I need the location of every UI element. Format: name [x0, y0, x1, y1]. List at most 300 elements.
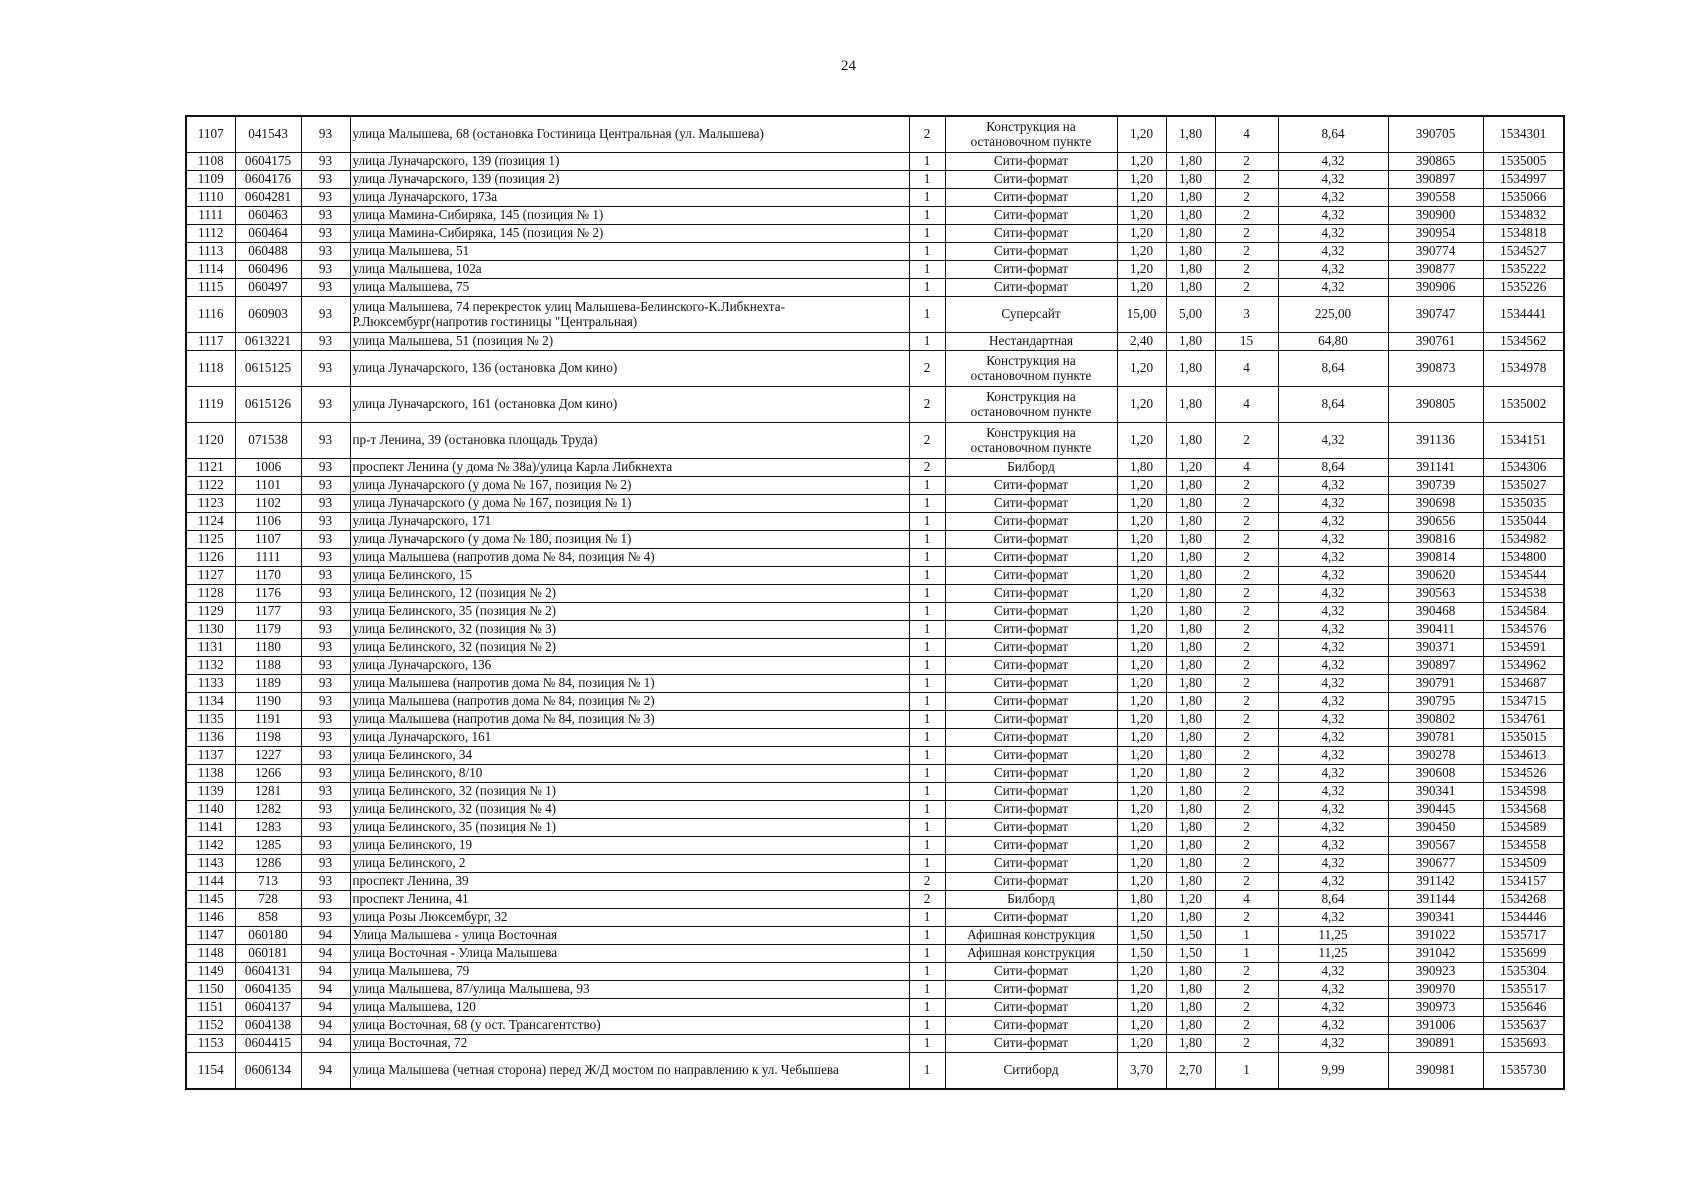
- table-row: [186, 657, 1564, 675]
- cell-coord-y: 1534997: [1483, 171, 1564, 189]
- cell-construction-code: 060464: [235, 225, 301, 243]
- cell-surfaces-count: 1: [1215, 1053, 1278, 1090]
- cell-sides-count: 2: [909, 873, 945, 891]
- cell-row-number: 1119: [186, 387, 235, 423]
- cell-height-value: 1,20: [1166, 459, 1215, 477]
- cell-height-value: 1,80: [1166, 513, 1215, 531]
- cell-coord-y: 1535693: [1483, 1035, 1564, 1053]
- table-row: [186, 909, 1564, 927]
- cell-width-value: 1,20: [1117, 116, 1166, 153]
- cell-area-value: 4,32: [1278, 855, 1388, 873]
- cell-coord-y: 1534715: [1483, 693, 1564, 711]
- cell-construction-code: 1191: [235, 711, 301, 729]
- cell-address: улица Малышева (четная сторона) перед Ж/Д мостом по направлению к ул. Чебышева: [350, 1053, 909, 1090]
- cell-row-number: 1112: [186, 225, 235, 243]
- cell-area-value: 4,32: [1278, 981, 1388, 999]
- cell-surfaces-count: 2: [1215, 279, 1278, 297]
- cell-area-value: 4,32: [1278, 819, 1388, 837]
- cell-district-code: 93: [301, 261, 350, 279]
- cell-district-code: 94: [301, 927, 350, 945]
- cell-construction-type: Сити-формат: [945, 909, 1117, 927]
- cell-height-value: 1,80: [1166, 693, 1215, 711]
- cell-sides-count: 1: [909, 279, 945, 297]
- cell-coord-x: 390747: [1388, 297, 1483, 333]
- cell-sides-count: 1: [909, 189, 945, 207]
- cell-district-code: 93: [301, 837, 350, 855]
- cell-coord-x: 391042: [1388, 945, 1483, 963]
- cell-coord-x: 390900: [1388, 207, 1483, 225]
- cell-construction-code: 728: [235, 891, 301, 909]
- cell-area-value: 4,32: [1278, 801, 1388, 819]
- cell-area-value: 4,32: [1278, 423, 1388, 459]
- cell-row-number: 1115: [186, 279, 235, 297]
- cell-sides-count: 1: [909, 243, 945, 261]
- cell-construction-type: Конструкция на остановочном пункте: [945, 351, 1117, 387]
- cell-construction-type: Билборд: [945, 459, 1117, 477]
- cell-area-value: 4,32: [1278, 1017, 1388, 1035]
- cell-sides-count: 2: [909, 116, 945, 153]
- cell-row-number: 1126: [186, 549, 235, 567]
- cell-district-code: 94: [301, 963, 350, 981]
- cell-sides-count: 1: [909, 567, 945, 585]
- cell-width-value: 1,20: [1117, 963, 1166, 981]
- cell-height-value: 1,80: [1166, 189, 1215, 207]
- cell-row-number: 1144: [186, 873, 235, 891]
- cell-row-number: 1141: [186, 819, 235, 837]
- cell-construction-type: Сити-формат: [945, 819, 1117, 837]
- cell-area-value: 4,32: [1278, 495, 1388, 513]
- table-row: [186, 351, 1564, 387]
- cell-width-value: 1,20: [1117, 549, 1166, 567]
- cell-row-number: 1109: [186, 171, 235, 189]
- cell-address: улица Белинского, 19: [350, 837, 909, 855]
- cell-sides-count: 1: [909, 819, 945, 837]
- cell-district-code: 93: [301, 333, 350, 351]
- cell-row-number: 1140: [186, 801, 235, 819]
- cell-construction-type: Сити-формат: [945, 873, 1117, 891]
- cell-construction-code: 1177: [235, 603, 301, 621]
- cell-coord-y: 1535027: [1483, 477, 1564, 495]
- cell-row-number: 1143: [186, 855, 235, 873]
- cell-construction-type: Сити-формат: [945, 639, 1117, 657]
- cell-surfaces-count: 2: [1215, 963, 1278, 981]
- cell-width-value: 1,20: [1117, 765, 1166, 783]
- cell-width-value: 1,20: [1117, 657, 1166, 675]
- cell-construction-type: Сити-формат: [945, 549, 1117, 567]
- cell-row-number: 1149: [186, 963, 235, 981]
- cell-address: проспект Ленина (у дома № 38а)/улица Карла Либкнехта: [350, 459, 909, 477]
- cell-coord-x: 390698: [1388, 495, 1483, 513]
- table-row: [186, 873, 1564, 891]
- cell-address: улица Белинского, 8/10: [350, 765, 909, 783]
- cell-area-value: 4,32: [1278, 909, 1388, 927]
- cell-row-number: 1111: [186, 207, 235, 225]
- cell-construction-type: Сити-формат: [945, 1017, 1117, 1035]
- cell-coord-y: 1535005: [1483, 153, 1564, 171]
- cell-coord-x: 391006: [1388, 1017, 1483, 1035]
- cell-sides-count: 1: [909, 837, 945, 855]
- cell-address: улица Малышева, 51 (позиция № 2): [350, 333, 909, 351]
- table-row: [186, 261, 1564, 279]
- cell-address: улица Луначарского, 161 (остановка Дом кино): [350, 387, 909, 423]
- cell-construction-type: Сити-формат: [945, 603, 1117, 621]
- cell-coord-x: 390739: [1388, 477, 1483, 495]
- cell-row-number: 1139: [186, 783, 235, 801]
- cell-district-code: 93: [301, 243, 350, 261]
- cell-coord-x: 390411: [1388, 621, 1483, 639]
- cell-address: улица Белинского, 15: [350, 567, 909, 585]
- cell-area-value: 4,32: [1278, 711, 1388, 729]
- cell-coord-x: 390906: [1388, 279, 1483, 297]
- cell-surfaces-count: 2: [1215, 837, 1278, 855]
- table-row: [186, 116, 1564, 153]
- table-row: [186, 513, 1564, 531]
- cell-coord-y: 1535717: [1483, 927, 1564, 945]
- cell-construction-type: Сити-формат: [945, 243, 1117, 261]
- cell-height-value: 5,00: [1166, 297, 1215, 333]
- cell-sides-count: 1: [909, 693, 945, 711]
- cell-district-code: 93: [301, 693, 350, 711]
- cell-construction-type: Сити-формат: [945, 963, 1117, 981]
- table-row: [186, 387, 1564, 423]
- cell-construction-code: 1190: [235, 693, 301, 711]
- cell-address: улица Малышева (напротив дома № 84, позиция № 4): [350, 549, 909, 567]
- cell-coord-x: 390371: [1388, 639, 1483, 657]
- cell-width-value: 1,20: [1117, 531, 1166, 549]
- cell-district-code: 93: [301, 909, 350, 927]
- cell-width-value: 1,20: [1117, 351, 1166, 387]
- cell-district-code: 93: [301, 531, 350, 549]
- cell-coord-y: 1535002: [1483, 387, 1564, 423]
- cell-width-value: 1,80: [1117, 891, 1166, 909]
- cell-coord-x: 391022: [1388, 927, 1483, 945]
- table-row: [186, 333, 1564, 351]
- cell-height-value: 1,80: [1166, 585, 1215, 603]
- cell-construction-type: Сити-формат: [945, 495, 1117, 513]
- table-row: [186, 999, 1564, 1017]
- cell-sides-count: 1: [909, 801, 945, 819]
- cell-address: улица Белинского, 32 (позиция № 2): [350, 639, 909, 657]
- cell-area-value: 4,32: [1278, 999, 1388, 1017]
- cell-surfaces-count: 2: [1215, 747, 1278, 765]
- cell-area-value: 4,32: [1278, 783, 1388, 801]
- cell-coord-y: 1534441: [1483, 297, 1564, 333]
- cell-surfaces-count: 2: [1215, 243, 1278, 261]
- cell-row-number: 1118: [186, 351, 235, 387]
- cell-area-value: 4,32: [1278, 963, 1388, 981]
- cell-construction-code: 1285: [235, 837, 301, 855]
- cell-coord-y: 1534687: [1483, 675, 1564, 693]
- cell-coord-y: 1535304: [1483, 963, 1564, 981]
- cell-area-value: 4,32: [1278, 657, 1388, 675]
- cell-surfaces-count: 2: [1215, 693, 1278, 711]
- cell-row-number: 1135: [186, 711, 235, 729]
- cell-surfaces-count: 2: [1215, 729, 1278, 747]
- cell-district-code: 93: [301, 279, 350, 297]
- cell-district-code: 93: [301, 351, 350, 387]
- cell-sides-count: 1: [909, 657, 945, 675]
- cell-address: улица Розы Люксембург, 32: [350, 909, 909, 927]
- cell-coord-y: 1535044: [1483, 513, 1564, 531]
- cell-sides-count: 1: [909, 963, 945, 981]
- cell-address: улица Белинского, 34: [350, 747, 909, 765]
- cell-sides-count: 1: [909, 333, 945, 351]
- cell-area-value: 4,32: [1278, 837, 1388, 855]
- cell-surfaces-count: 1: [1215, 945, 1278, 963]
- cell-address: улица Малышева, 102а: [350, 261, 909, 279]
- cell-construction-code: 060488: [235, 243, 301, 261]
- cell-width-value: 1,20: [1117, 801, 1166, 819]
- cell-coord-x: 390791: [1388, 675, 1483, 693]
- cell-construction-code: 1227: [235, 747, 301, 765]
- cell-address: улица Луначарского (у дома № 167, позиция № 1): [350, 495, 909, 513]
- table-row: [186, 171, 1564, 189]
- cell-sides-count: 1: [909, 171, 945, 189]
- cell-area-value: 4,32: [1278, 261, 1388, 279]
- cell-width-value: 1,20: [1117, 243, 1166, 261]
- cell-width-value: 1,20: [1117, 837, 1166, 855]
- cell-surfaces-count: 2: [1215, 531, 1278, 549]
- cell-coord-x: 390865: [1388, 153, 1483, 171]
- cell-width-value: 1,20: [1117, 621, 1166, 639]
- cell-address: улица Восточная, 72: [350, 1035, 909, 1053]
- cell-height-value: 1,80: [1166, 873, 1215, 891]
- table-row: [186, 297, 1564, 333]
- table-row: [186, 585, 1564, 603]
- cell-area-value: 4,32: [1278, 207, 1388, 225]
- cell-address: улица Малышева (напротив дома № 84, позиция № 1): [350, 675, 909, 693]
- cell-surfaces-count: 2: [1215, 513, 1278, 531]
- cell-construction-code: 1283: [235, 819, 301, 837]
- cell-sides-count: 1: [909, 477, 945, 495]
- cell-height-value: 1,50: [1166, 945, 1215, 963]
- cell-coord-y: 1534589: [1483, 819, 1564, 837]
- cell-address: улица Малышева (напротив дома № 84, позиция № 3): [350, 711, 909, 729]
- cell-construction-type: Билборд: [945, 891, 1117, 909]
- cell-coord-x: 391141: [1388, 459, 1483, 477]
- cell-height-value: 1,80: [1166, 153, 1215, 171]
- cell-construction-code: 1198: [235, 729, 301, 747]
- cell-construction-code: 060497: [235, 279, 301, 297]
- cell-surfaces-count: 2: [1215, 495, 1278, 513]
- cell-surfaces-count: 2: [1215, 585, 1278, 603]
- table-row: [186, 837, 1564, 855]
- cell-row-number: 1121: [186, 459, 235, 477]
- cell-district-code: 93: [301, 639, 350, 657]
- cell-row-number: 1145: [186, 891, 235, 909]
- cell-area-value: 4,32: [1278, 621, 1388, 639]
- cell-coord-x: 391136: [1388, 423, 1483, 459]
- cell-address: проспект Ленина, 41: [350, 891, 909, 909]
- cell-coord-x: 390805: [1388, 387, 1483, 423]
- cell-row-number: 1132: [186, 657, 235, 675]
- cell-construction-code: 1188: [235, 657, 301, 675]
- cell-surfaces-count: 2: [1215, 801, 1278, 819]
- cell-construction-type: Сити-формат: [945, 765, 1117, 783]
- cell-row-number: 1153: [186, 1035, 235, 1053]
- cell-sides-count: 1: [909, 261, 945, 279]
- cell-district-code: 93: [301, 225, 350, 243]
- cell-district-code: 93: [301, 171, 350, 189]
- cell-width-value: 3,70: [1117, 1053, 1166, 1090]
- cell-width-value: 2,40: [1117, 333, 1166, 351]
- cell-height-value: 1,80: [1166, 621, 1215, 639]
- cell-row-number: 1122: [186, 477, 235, 495]
- cell-construction-type: Афишная конструкция: [945, 945, 1117, 963]
- cell-address: улица Луначарского, 173а: [350, 189, 909, 207]
- cell-address: улица Луначарского, 139 (позиция 1): [350, 153, 909, 171]
- cell-district-code: 93: [301, 153, 350, 171]
- cell-coord-x: 390341: [1388, 783, 1483, 801]
- cell-coord-x: 390656: [1388, 513, 1483, 531]
- cell-construction-code: 1111: [235, 549, 301, 567]
- cell-height-value: 1,80: [1166, 333, 1215, 351]
- cell-address: улица Малышева, 74 перекресток улиц Малышева-Белинского-К.Либкнехта-Р.Люксембург(напротив гостиницы "Центральная): [350, 297, 909, 333]
- cell-construction-type: Сити-формат: [945, 153, 1117, 171]
- cell-construction-code: 060463: [235, 207, 301, 225]
- cell-width-value: 1,20: [1117, 477, 1166, 495]
- cell-width-value: 1,20: [1117, 153, 1166, 171]
- cell-district-code: 93: [301, 207, 350, 225]
- cell-sides-count: 1: [909, 855, 945, 873]
- cell-width-value: 1,20: [1117, 747, 1166, 765]
- cell-address: улица Восточная - Улица Малышева: [350, 945, 909, 963]
- cell-coord-y: 1535226: [1483, 279, 1564, 297]
- table-row: [186, 225, 1564, 243]
- cell-width-value: 1,20: [1117, 693, 1166, 711]
- cell-sides-count: 1: [909, 603, 945, 621]
- cell-row-number: 1128: [186, 585, 235, 603]
- cell-address: улица Малышева, 79: [350, 963, 909, 981]
- cell-coord-x: 390677: [1388, 855, 1483, 873]
- cell-coord-y: 1534446: [1483, 909, 1564, 927]
- cell-construction-code: 858: [235, 909, 301, 927]
- cell-surfaces-count: 2: [1215, 1017, 1278, 1035]
- cell-row-number: 1137: [186, 747, 235, 765]
- cell-coord-x: 391142: [1388, 873, 1483, 891]
- cell-construction-code: 1266: [235, 765, 301, 783]
- cell-height-value: 1,80: [1166, 981, 1215, 999]
- cell-area-value: 4,32: [1278, 765, 1388, 783]
- table-row: [186, 531, 1564, 549]
- cell-coord-y: 1534558: [1483, 837, 1564, 855]
- cell-height-value: 1,80: [1166, 909, 1215, 927]
- cell-construction-code: 0604131: [235, 963, 301, 981]
- cell-address: улица Белинского, 12 (позиция № 2): [350, 585, 909, 603]
- cell-construction-code: 0604137: [235, 999, 301, 1017]
- cell-surfaces-count: 4: [1215, 459, 1278, 477]
- cell-construction-code: 0606134: [235, 1053, 301, 1090]
- cell-height-value: 1,80: [1166, 657, 1215, 675]
- table-row: [186, 639, 1564, 657]
- cell-construction-code: 1176: [235, 585, 301, 603]
- cell-height-value: 1,50: [1166, 927, 1215, 945]
- cell-coord-y: 1534832: [1483, 207, 1564, 225]
- cell-height-value: 2,70: [1166, 1053, 1215, 1090]
- cell-coord-y: 1534982: [1483, 531, 1564, 549]
- cell-area-value: 4,32: [1278, 513, 1388, 531]
- cell-height-value: 1,80: [1166, 387, 1215, 423]
- cell-coord-x: 390816: [1388, 531, 1483, 549]
- cell-address: проспект Ленина, 39: [350, 873, 909, 891]
- cell-district-code: 93: [301, 116, 350, 153]
- table-row: [186, 945, 1564, 963]
- cell-address: улица Белинского, 35 (позиция № 1): [350, 819, 909, 837]
- cell-height-value: 1,80: [1166, 855, 1215, 873]
- cell-coord-x: 390774: [1388, 243, 1483, 261]
- table-row: [186, 819, 1564, 837]
- cell-surfaces-count: 4: [1215, 387, 1278, 423]
- cell-area-value: 225,00: [1278, 297, 1388, 333]
- cell-address: улица Белинского, 32 (позиция № 4): [350, 801, 909, 819]
- cell-row-number: 1133: [186, 675, 235, 693]
- cell-height-value: 1,80: [1166, 423, 1215, 459]
- cell-width-value: 1,20: [1117, 855, 1166, 873]
- cell-coord-x: 390877: [1388, 261, 1483, 279]
- cell-address: улица Белинского, 32 (позиция № 1): [350, 783, 909, 801]
- cell-width-value: 1,20: [1117, 585, 1166, 603]
- cell-construction-type: Сити-формат: [945, 225, 1117, 243]
- cell-row-number: 1131: [186, 639, 235, 657]
- cell-construction-code: 1107: [235, 531, 301, 549]
- cell-width-value: 1,20: [1117, 819, 1166, 837]
- cell-construction-code: 1101: [235, 477, 301, 495]
- cell-area-value: 4,32: [1278, 171, 1388, 189]
- cell-area-value: 8,64: [1278, 891, 1388, 909]
- cell-construction-type: Сити-формат: [945, 531, 1117, 549]
- cell-construction-code: 0604415: [235, 1035, 301, 1053]
- cell-coord-x: 390897: [1388, 657, 1483, 675]
- cell-district-code: 94: [301, 945, 350, 963]
- cell-district-code: 93: [301, 189, 350, 207]
- cell-construction-type: Сити-формат: [945, 657, 1117, 675]
- cell-district-code: 93: [301, 513, 350, 531]
- cell-sides-count: 1: [909, 621, 945, 639]
- cell-row-number: 1152: [186, 1017, 235, 1035]
- cell-construction-code: 1180: [235, 639, 301, 657]
- cell-coord-x: 390981: [1388, 1053, 1483, 1090]
- cell-surfaces-count: 2: [1215, 855, 1278, 873]
- cell-coord-y: 1534576: [1483, 621, 1564, 639]
- cell-address: улица Малышева, 87/улица Малышева, 93: [350, 981, 909, 999]
- cell-row-number: 1151: [186, 999, 235, 1017]
- cell-district-code: 93: [301, 675, 350, 693]
- table-body: [186, 116, 1564, 1089]
- cell-height-value: 1,80: [1166, 351, 1215, 387]
- cell-coord-x: 390814: [1388, 549, 1483, 567]
- cell-construction-code: 071538: [235, 423, 301, 459]
- cell-sides-count: 2: [909, 891, 945, 909]
- cell-construction-code: 060181: [235, 945, 301, 963]
- cell-coord-y: 1534509: [1483, 855, 1564, 873]
- cell-sides-count: 1: [909, 729, 945, 747]
- cell-coord-x: 390563: [1388, 585, 1483, 603]
- table-row: [186, 891, 1564, 909]
- cell-row-number: 1120: [186, 423, 235, 459]
- cell-construction-code: 1102: [235, 495, 301, 513]
- cell-surfaces-count: 2: [1215, 711, 1278, 729]
- cell-area-value: 4,32: [1278, 675, 1388, 693]
- cell-construction-type: Сити-формат: [945, 855, 1117, 873]
- cell-construction-type: Сити-формат: [945, 837, 1117, 855]
- cell-address: улица Луначарского (у дома № 180, позиция № 1): [350, 531, 909, 549]
- cell-construction-code: 0604138: [235, 1017, 301, 1035]
- cell-district-code: 93: [301, 711, 350, 729]
- table-row: [186, 963, 1564, 981]
- cell-sides-count: 2: [909, 423, 945, 459]
- cell-height-value: 1,80: [1166, 675, 1215, 693]
- cell-construction-type: Сити-формат: [945, 567, 1117, 585]
